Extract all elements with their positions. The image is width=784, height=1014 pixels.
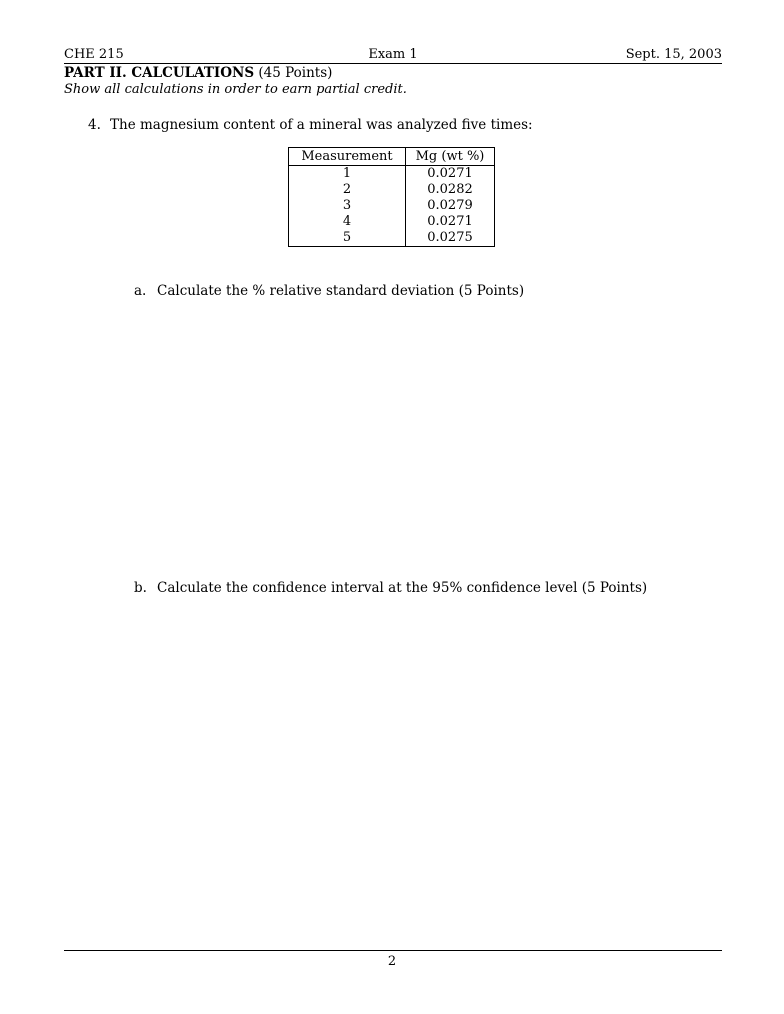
measurement-cell: 2 — [289, 182, 406, 198]
subquestion-b — [134, 579, 647, 597]
mg-cell: 0.0275 — [406, 230, 495, 247]
measurement-cell: 4 — [289, 214, 406, 230]
subquestion-a — [134, 282, 524, 300]
table-row — [289, 214, 495, 230]
table-header-row — [289, 148, 495, 166]
footer-divider — [64, 950, 722, 951]
measurement-table — [288, 147, 495, 247]
subquestion-letter: a. — [134, 283, 147, 299]
column-header-measurement: Measurement — [289, 148, 406, 166]
mg-cell: 0.0271 — [406, 214, 495, 230]
subquestion-text: Calculate the confidence interval at the 95% confidence level (5 Points) — [157, 580, 648, 596]
subquestion-letter: b. — [134, 580, 147, 596]
subquestion-text: Calculate the % relative standard deviation (5 Points) — [157, 283, 525, 299]
question-number: 4. — [88, 117, 101, 133]
question-4 — [88, 116, 533, 134]
table-row — [289, 182, 495, 198]
table-row — [289, 198, 495, 214]
part-title-bold: PART II. CALCULATIONS — [64, 65, 255, 81]
column-header-mg: Mg (wt %) — [406, 148, 495, 166]
mg-cell: 0.0271 — [406, 166, 495, 183]
table-row — [289, 230, 495, 247]
exam-date: Sept. 15, 2003 — [625, 47, 722, 62]
measurement-cell: 1 — [289, 166, 406, 183]
page-number: 2 — [387, 954, 397, 969]
part-title-points: (45 Points) — [254, 65, 333, 81]
instructions: Show all calculations in order to earn partial credit. — [64, 82, 407, 97]
measurement-cell: 5 — [289, 230, 406, 247]
course-code: CHE 215 — [64, 47, 124, 62]
exam-title: Exam 1 — [368, 47, 418, 62]
part-title — [64, 65, 332, 82]
measurement-cell: 3 — [289, 198, 406, 214]
page-header — [64, 47, 722, 64]
mg-cell: 0.0279 — [406, 198, 495, 214]
table-row — [289, 166, 495, 183]
question-text: The magnesium content of a mineral was analyzed five times: — [110, 117, 533, 133]
mg-cell: 0.0282 — [406, 182, 495, 198]
